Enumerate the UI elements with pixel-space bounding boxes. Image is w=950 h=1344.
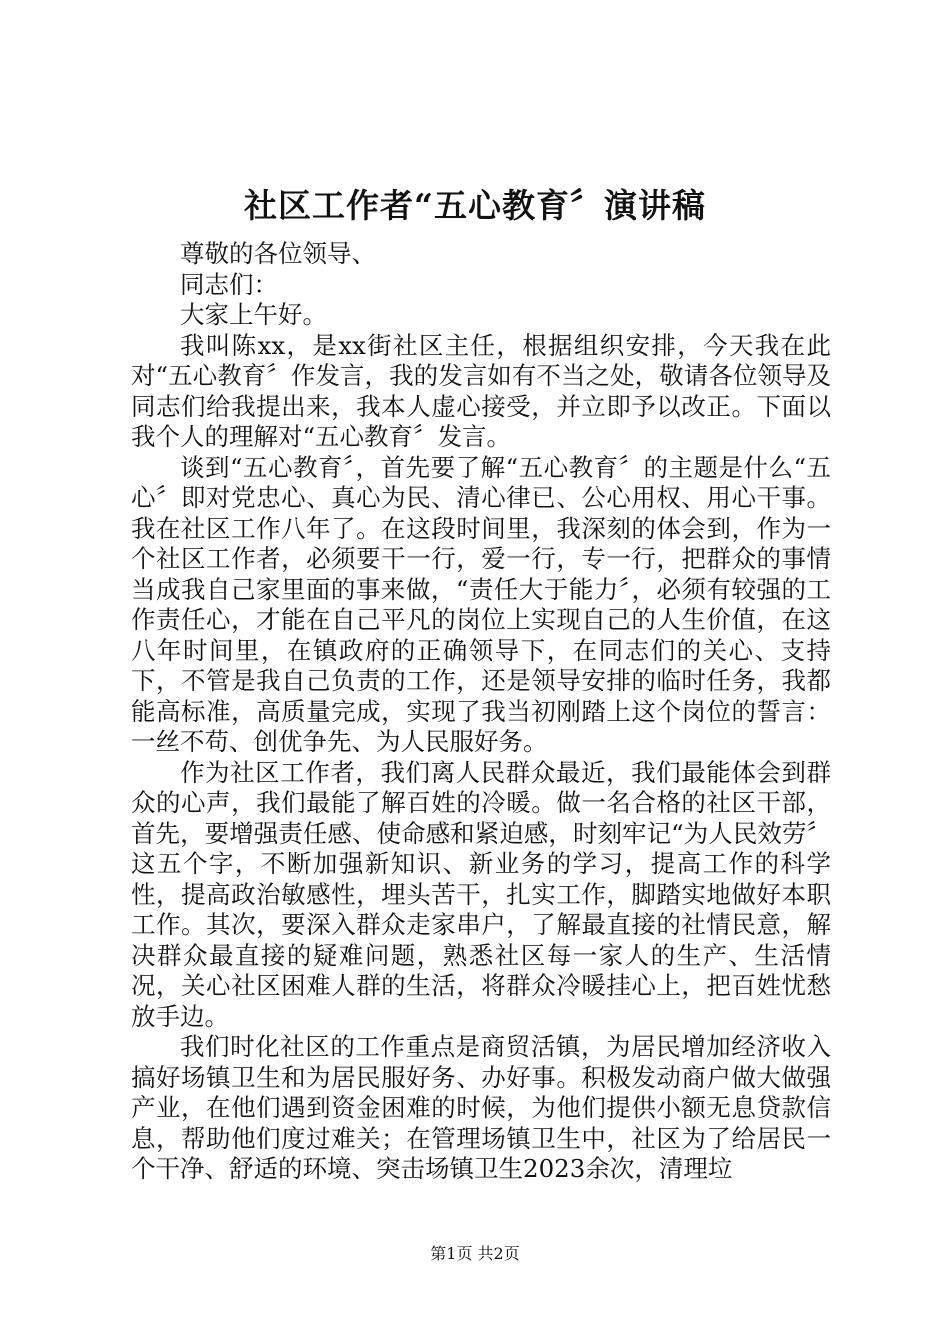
- greeting-line: 大家上午好。: [180, 300, 327, 329]
- page-total: 共2页: [477, 1244, 520, 1263]
- page-footer: [0, 1243, 950, 1265]
- page-number: 第1页: [430, 1244, 473, 1263]
- document-body: [131, 239, 831, 1185]
- salutation-line-2: 同志们：: [180, 269, 278, 299]
- paragraph-five-hearts: 谈到“五心教育〞，首先要了解“五心教育〞的主题是什么“五心〞即对党忠心、真心为民、清心律已、公心用权、用心干事。我在社区工作八年了。在这段时间里，我深刻的体会到，作为一个社区工作者，必须要干一行，爱一行，专一行，把群众的事情当成我自己家里面的事来做，“责任大于能力〞，必须有较强的工作责任心，才能在自己平凡的岗位上实现自己的人生价值，在这八年时间里，在镇政府的正确领导下，在同志们的关心、支持下，不管是我自己负责的工作，还是领导安排的临时任务，我都能高标准，高质量完成，实现了我当初刚踏上这个岗位的誓言：一丝不苟、创优争先、为人民服好务。: [131, 452, 831, 756]
- paragraph-work-focus: 我们时化社区的工作重点是商贸活镇，为居民增加经济收入搞好场镇卫生和为居民服好务、办好事。积极发动商户做大做强产业，在他们遇到资金困难的时候，为他们提供小额无息贷款信息，帮助他们度过难关；在管理场镇卫生中，社区为了给居民一个干净、舒适的环境、突击场镇卫生2023余次，清理垃: [131, 1032, 831, 1183]
- salutation-line-1: 尊敬的各位领导、: [180, 239, 376, 268]
- document-title: 社区工作者“五心教育〞演讲稿: [244, 186, 706, 225]
- paragraph-introduction: 我叫陈xx，是xx街社区主任，根据组织安排，今天我在此对“五心教育〞作发言，我的发言如有不当之处，敬请各位领导及同志们给我提出来，我本人虚心接受，并立即予以改正。下面以我个人的理解对“五心教育〞发言。: [131, 330, 831, 451]
- paragraph-community-worker: 作为社区工作者，我们离人民群众最近，我们最能体会到群众的心声，我们最能了解百姓的冷暖。做一名合格的社区干部，首先，要增强责任感、使命感和紧迫感，时刻牢记“为人民效劳〞这五个字，不断加强新知识、新业务的学习，提高工作的科学性，提高政治敏感性，埋头苦干，扎实工作，脚踏实地做好本职工作。其次，要深入群众走家串户，了解最直接的社情民意，解决群众最直接的疑难问题，熟悉社区每一家人的生产、生活情况，关心社区困难人群的生活，将群众冷暖挂心上，把百姓忧愁放手边。: [131, 757, 831, 1031]
